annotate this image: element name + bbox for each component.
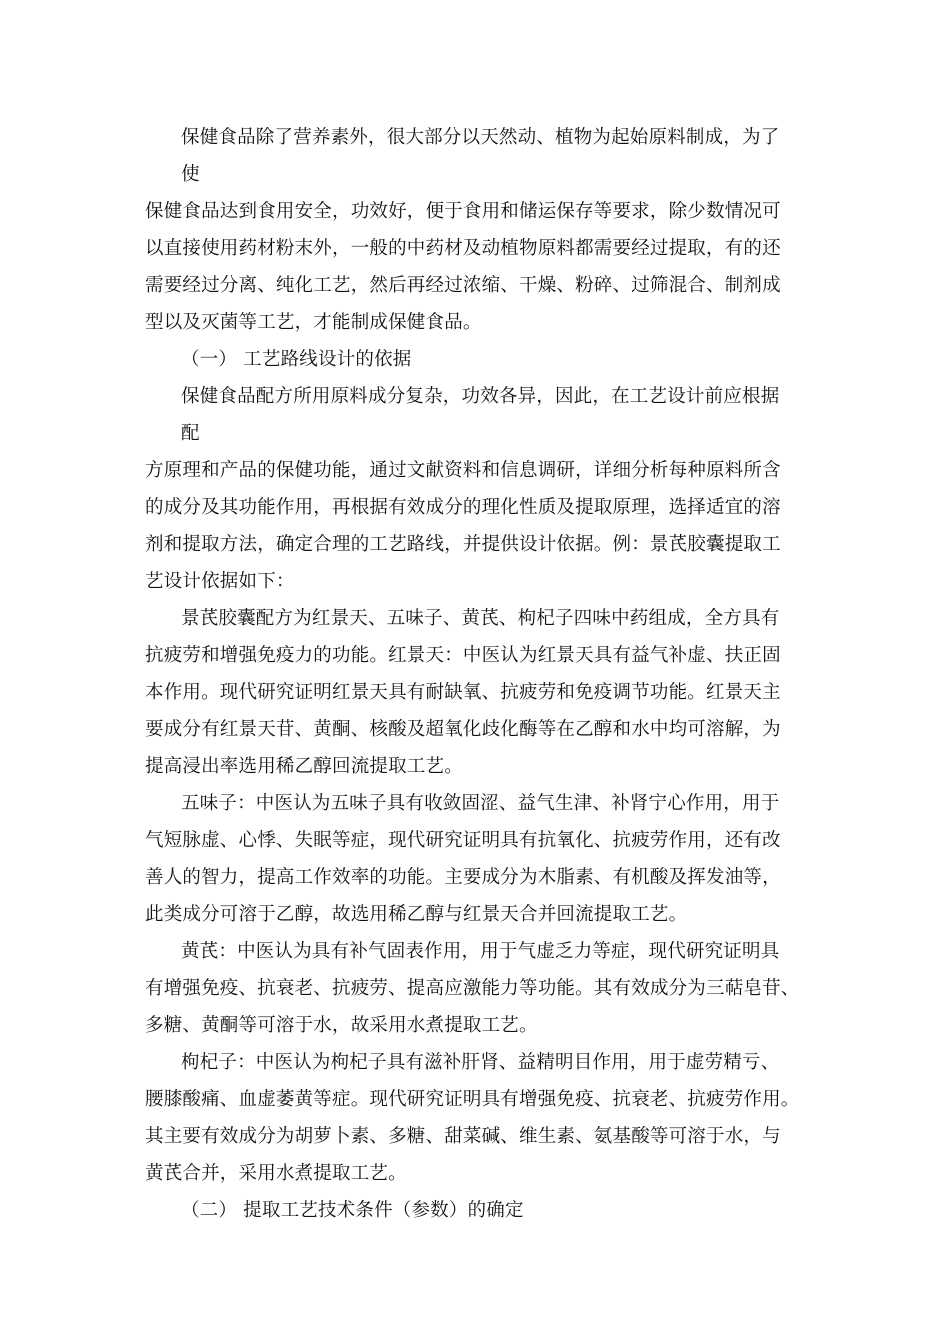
paragraph-line: 有增强免疫、抗衰老、抗疲劳、提高应激能力等功能。其有效成分为三萜皂苷、 (145, 978, 800, 999)
paragraph-line: 以直接使用药材粉末外，一般的中药材及动植物原料都需要经过提取，有的还 (145, 238, 781, 259)
paragraph-line: 保健食品配方所用原料成分复杂，功效各异，因此，在工艺设计前应根据 (181, 386, 780, 407)
section-heading: （二） 提取工艺技术条件（参数）的确定 (181, 1200, 524, 1221)
paragraph-line: 黄芪合并，采用水煮提取工艺。 (145, 1163, 407, 1184)
paragraph-line: 提高浸出率选用稀乙醇回流提取工艺。 (145, 756, 463, 777)
paragraph-line: 抗疲劳和增强免疫力的功能。红景天：中医认为红景天具有益气补虚、扶正固 (145, 645, 781, 666)
paragraph-line: 五味子：中医认为五味子具有收敛固涩、益气生津、补肾宁心作用，用于 (181, 793, 780, 814)
paragraph-line: 景芪胶囊配方为红景天、五味子、黄芪、枸杞子四味中药组成，全方具有 (181, 608, 780, 629)
paragraph-line: 枸杞子：中医认为枸杞子具有滋补肝肾、益精明目作用，用于虚劳精亏、 (181, 1052, 780, 1073)
paragraph-line: 保健食品除了营养素外，很大部分以天然动、植物为起始原料制成，为了 (181, 127, 780, 148)
paragraph-line: 本作用。现代研究证明红景天具有耐缺氧、抗疲劳和免疫调节功能。红景天主 (145, 682, 781, 703)
paragraph-line: 此类成分可溶于乙醇，故选用稀乙醇与红景天合并回流提取工艺。 (145, 904, 688, 925)
paragraph-line: 的成分及其功能作用，再根据有效成分的理化性质及提取原理，选择适宜的溶 (145, 497, 781, 518)
paragraph-line: 方原理和产品的保健功能，通过文献资料和信息调研，详细分析每种原料所含 (145, 460, 781, 481)
paragraph-line: 多糖、黄酮等可溶于水，故采用水煮提取工艺。 (145, 1015, 538, 1036)
paragraph-line: 配 (181, 423, 200, 444)
paragraph-line: 型以及灭菌等工艺，才能制成保健食品。 (145, 312, 482, 333)
paragraph-line: 艺设计依据如下： (145, 571, 295, 592)
section-heading: （一） 工艺路线设计的依据 (181, 349, 412, 370)
paragraph-line: 其主要有效成分为胡萝卜素、多糖、甜菜碱、维生素、氨基酸等可溶于水，与 (145, 1126, 781, 1147)
paragraph-line: 需要经过分离、纯化工艺，然后再经过浓缩、干燥、粉碎、过筛混合、制剂成 (145, 275, 781, 296)
paragraph-line: 使 (181, 164, 200, 185)
paragraph-line: 黄芪：中医认为具有补气固表作用，用于气虚乏力等症，现代研究证明具 (181, 941, 780, 962)
paragraph-line: 要成分有红景天苷、黄酮、核酸及超氧化歧化酶等在乙醇和水中均可溶解，为 (145, 719, 781, 740)
paragraph-line: 善人的智力，提高工作效率的功能。主要成分为木脂素、有机酸及挥发油等， (145, 867, 781, 888)
paragraph-line: 腰膝酸痛、血虚萎黄等症。现代研究证明具有增强免疫、抗衰老、抗疲劳作用。 (145, 1089, 800, 1110)
paragraph-line: 剂和提取方法，确定合理的工艺路线，并提供设计依据。例：景芪胶囊提取工 (145, 534, 781, 555)
paragraph-line: 气短脉虚、心悸、失眠等症，现代研究证明具有抗氧化、抗疲劳作用，还有改 (145, 830, 781, 851)
paragraph-line: 保健食品达到食用安全，功效好，便于食用和储运保存等要求，除少数情况可 (145, 201, 781, 222)
